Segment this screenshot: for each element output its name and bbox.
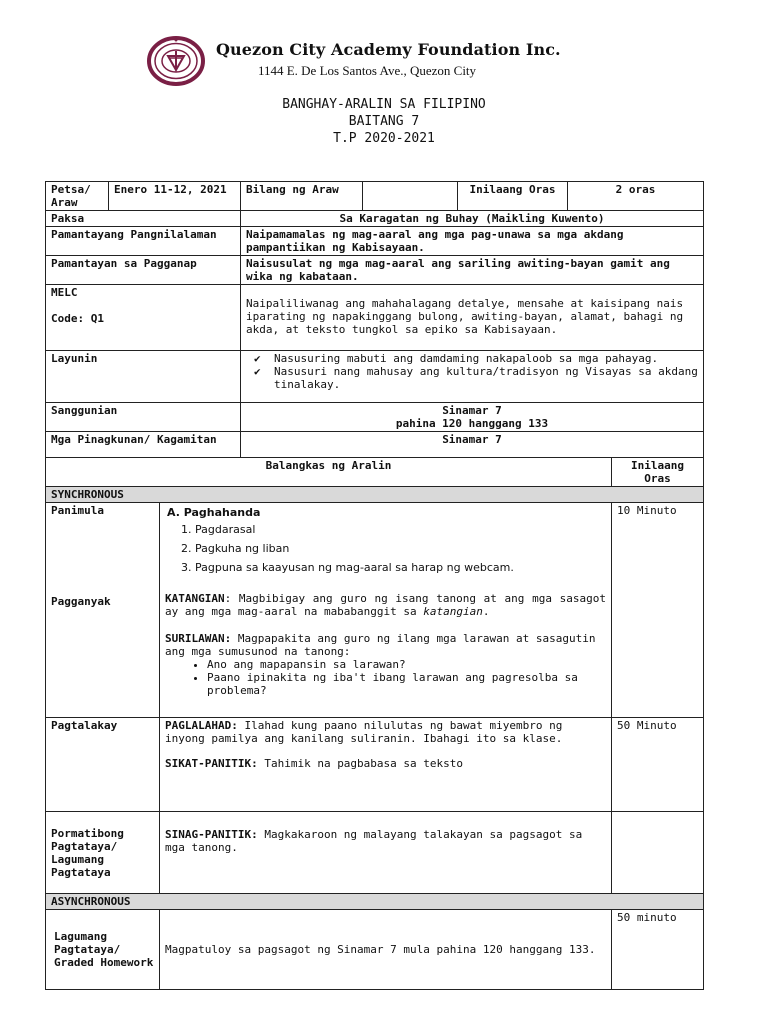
list-item: 3. Pagpuna sa kaayusan ng mag-aaral sa harap ng webcam.: [195, 561, 606, 574]
pormatibong-content: [160, 812, 612, 894]
code-label: Code: Q1: [51, 312, 104, 325]
paghahanda-list: [165, 523, 606, 574]
lagumang-label: Lagumang Pagtataya/ Graded Homework: [46, 910, 160, 990]
paksa-label: Paksa: [46, 211, 241, 227]
pormatibong-label: Pormatibong Pagtataya/ Lagumang Pagtataya: [46, 812, 160, 894]
paksa-value: Sa Karagatan ng Buhay (Maikling Kuwento): [241, 211, 704, 227]
sanggunian-label: Sanggunian: [46, 403, 241, 432]
pagganap-value: Naisusulat ng mga mag-aaral ang sariling awiting-bayan gamit ang wika ng kabataan.: [241, 256, 704, 285]
lesson-plan-table: [45, 181, 704, 990]
checkmark-icon: ✔: [254, 365, 261, 378]
inilaang-oras-header: Inilaang Oras: [612, 458, 704, 487]
bilang-value: [363, 182, 458, 211]
list-item: • Paano ipinakita ng iba't ibang larawan ang pagresolba sa problema?: [207, 671, 606, 697]
surilawan-paragraph: SURILAWAN: Magpapakita ang guro ng ilang mga larawan at sasagutin ang mga sumusunod na tanong:: [165, 632, 596, 658]
melc-cell: [46, 285, 241, 351]
katangian-paragraph: KATANGIAN: Magbibigay ang guro ng isang tanong at ang mga sasagot ay ang mga mag-aaral na mababanggit sa katangian.: [165, 592, 606, 618]
inilaang-label: Inilaang Oras: [458, 182, 568, 211]
school-address: 1144 E. De Los Santos Ave., Quezon City: [257, 63, 477, 78]
bilang-label: Bilang ng Araw: [241, 182, 363, 211]
melc-value: Naipaliliwanag ang mahahalagang detalye, mensahe at kaisipang nais iparating ng napakinggang bulong, awiting-bayan, alamat, bahagi ng akda, at teksto tungkol sa epiko sa Kabisayaan.: [241, 285, 704, 351]
sanggunian-value: Sinamar 7 pahina 120 hanggang 133: [241, 403, 704, 432]
petsa-value: Enero 11-12, 2021: [109, 182, 241, 211]
pamantayang-value: Naipamamalas ng mag-aaral ang mga pag-unawa sa mga akdang pampantiikan ng Kabisayaan.: [241, 227, 704, 256]
paglalahad-paragraph: PAGLALAHAD: Ilahad kung paano nilulutas ng bawat miyembro ng inyong pamilya ang kanilang suliranin. Ibahagi ito sa klase.: [165, 719, 563, 745]
sikat-paragraph: SIKAT-PANITIK: Tahimik na pagbabasa sa teksto: [165, 757, 464, 770]
pagtalakay-label: Pagtalakay: [46, 718, 160, 812]
kagamitan-label: Mga Pinagkunan/ Kagamitan: [46, 432, 241, 458]
layunin-list: [246, 352, 698, 391]
inilaang-value: 2 oras: [568, 182, 704, 211]
panimula-cell: [46, 503, 160, 718]
pagganap-label: Pamantayan sa Pagganap: [46, 256, 241, 285]
pormatibong-time: [612, 812, 704, 894]
list-item: • Ano ang mapapansin sa larawan?: [207, 658, 606, 671]
synchronous-header: SYNCHRONOUS: [46, 487, 704, 503]
melc-label: MELC: [51, 286, 78, 299]
surilawan-list: [165, 658, 606, 697]
lagumang-time: 50 minuto: [612, 910, 704, 990]
list-item: ✔ Nasusuring mabuti ang damdaming nakapaloob sa mga pahayag.: [254, 352, 659, 365]
panimula-label: Panimula: [51, 504, 104, 517]
petsa-label: Petsa/ Araw: [46, 182, 109, 211]
paghahanda-title: A. Paghahanda: [167, 506, 261, 519]
panimula-time: 10 Minuto: [612, 503, 704, 718]
pagtalakay-content: [160, 718, 612, 812]
layunin-label: Layunin: [46, 351, 241, 403]
pagganyak-label: Pagganyak: [51, 595, 111, 608]
lagumang-content: Magpatuloy sa pagsagot ng Sinamar 7 mula pahina 120 hanggang 133.: [160, 910, 612, 990]
grade-level: BAITANG 7: [348, 114, 420, 129]
balangkas-header: Balangkas ng Aralin: [46, 458, 612, 487]
pagtalakay-time: 50 Minuto: [612, 718, 704, 812]
school-year: T.P 2020-2021: [333, 131, 435, 146]
list-item: ✔ Nasusuri nang mahusay ang kultura/tradisyon ng Visayas sa akdang tinalakay.: [254, 365, 698, 391]
pamantayang-label: Pamantayang Pangnilalaman: [46, 227, 241, 256]
layunin-cell: [241, 351, 704, 403]
panimula-content: [160, 503, 612, 718]
document-header: [0, 0, 768, 180]
document-title: BANGHAY-ARALIN SA FILIPINO: [282, 97, 486, 112]
sinag-paragraph: SINAG-PANITIK: Magkakaroon ng malayang talakayan sa pagsagot sa mga tanong.: [165, 828, 583, 854]
list-item: 1. Pagdarasal: [195, 523, 606, 536]
checkmark-icon: ✔: [254, 352, 261, 365]
kagamitan-value: Sinamar 7: [241, 432, 704, 458]
list-item: 2. Pagkuha ng liban: [195, 542, 606, 555]
asynchronous-header: ASYNCHRONOUS: [46, 894, 704, 910]
school-name: Quezon City Academy Foundation Inc.: [216, 40, 561, 59]
